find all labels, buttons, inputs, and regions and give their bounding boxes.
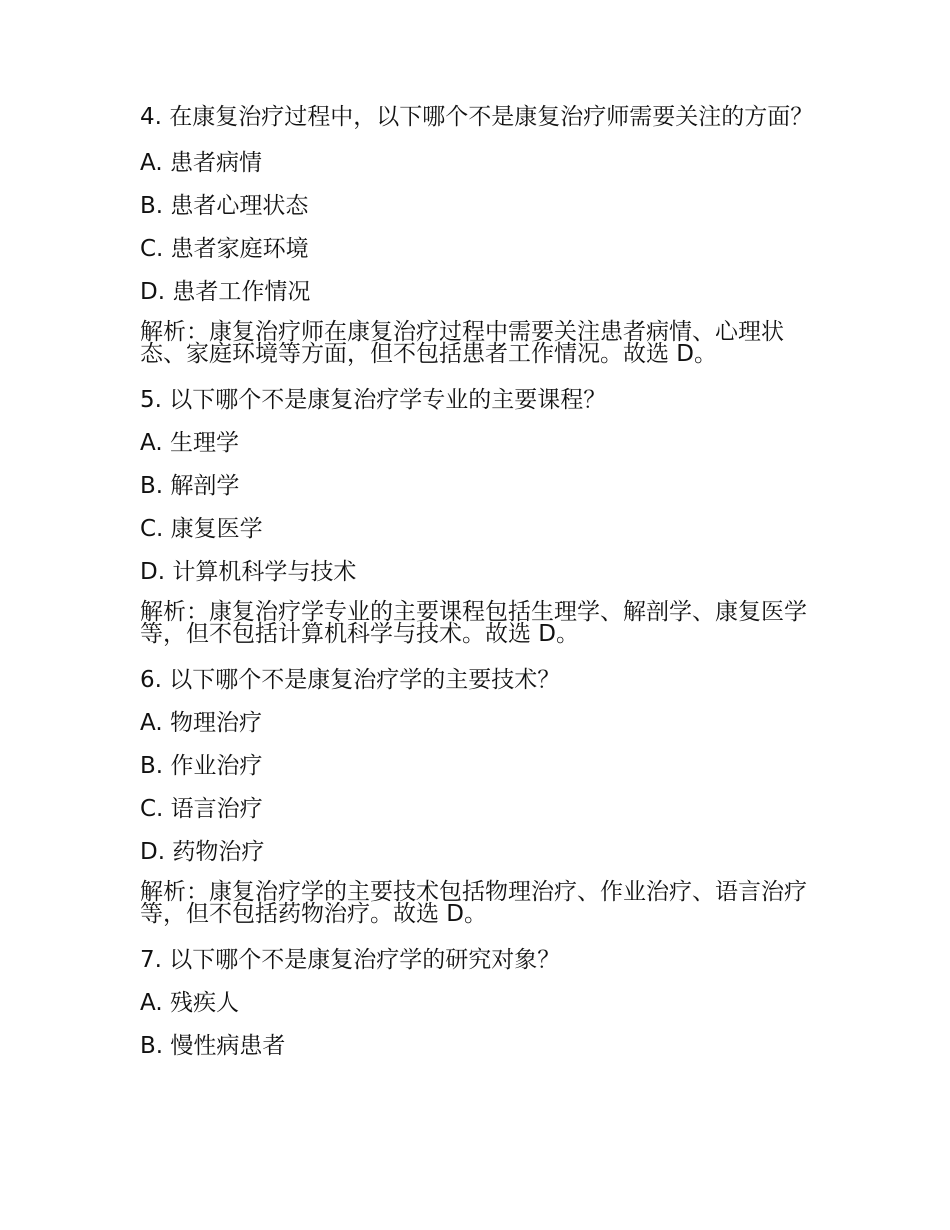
question-5-option-d: D. 计算机科学与技术 [140,559,357,585]
question-4-option-b: B. 患者心理状态 [140,193,309,219]
question-5-option-a: A. 生理学 [140,430,239,456]
question-4-option-a: A. 患者病情 [140,150,262,176]
question-7-option-a: A. 残疾人 [140,990,239,1016]
question-5-explanation: 解析：康复治疗学专业的主要课程包括生理学、解剖学、康复医学等，但不包括计算机科学与技术。故选 D。 [140,599,807,647]
question-6-option-b: B. 作业治疗 [140,753,263,779]
question-6-explanation: 解析：康复治疗学的主要技术包括物理治疗、作业治疗、语言治疗等，但不包括药物治疗。故选 D。 [140,879,807,927]
question-4-explanation: 解析：康复治疗师在康复治疗过程中需要关注患者病情、心理状态、家庭环境等方面，但不包括患者工作情况。故选 D。 [140,319,784,367]
question-4-text: 4. 在康复治疗过程中，以下哪个不是康复治疗师需要关注的方面？ [140,104,814,130]
document-page [140,106,815,1075]
question-5-option-c: C. 康复医学 [140,516,263,542]
question-6-option-d: D. 药物治疗 [140,839,265,865]
question-4-option-d: D. 患者工作情况 [140,279,311,305]
question-5-text: 5. 以下哪个不是康复治疗学专业的主要课程？ [140,387,607,413]
question-7-option-b: B. 慢性病患者 [140,1033,286,1059]
question-6-option-a: A. 物理治疗 [140,710,262,736]
question-7-text: 7. 以下哪个不是康复治疗学的研究对象？ [140,947,561,973]
question-5-option-b: B. 解剖学 [140,473,240,499]
question-4-option-c: C. 患者家庭环境 [140,236,309,262]
question-6-text: 6. 以下哪个不是康复治疗学的主要技术？ [140,667,561,693]
question-6-option-c: C. 语言治疗 [140,796,263,822]
